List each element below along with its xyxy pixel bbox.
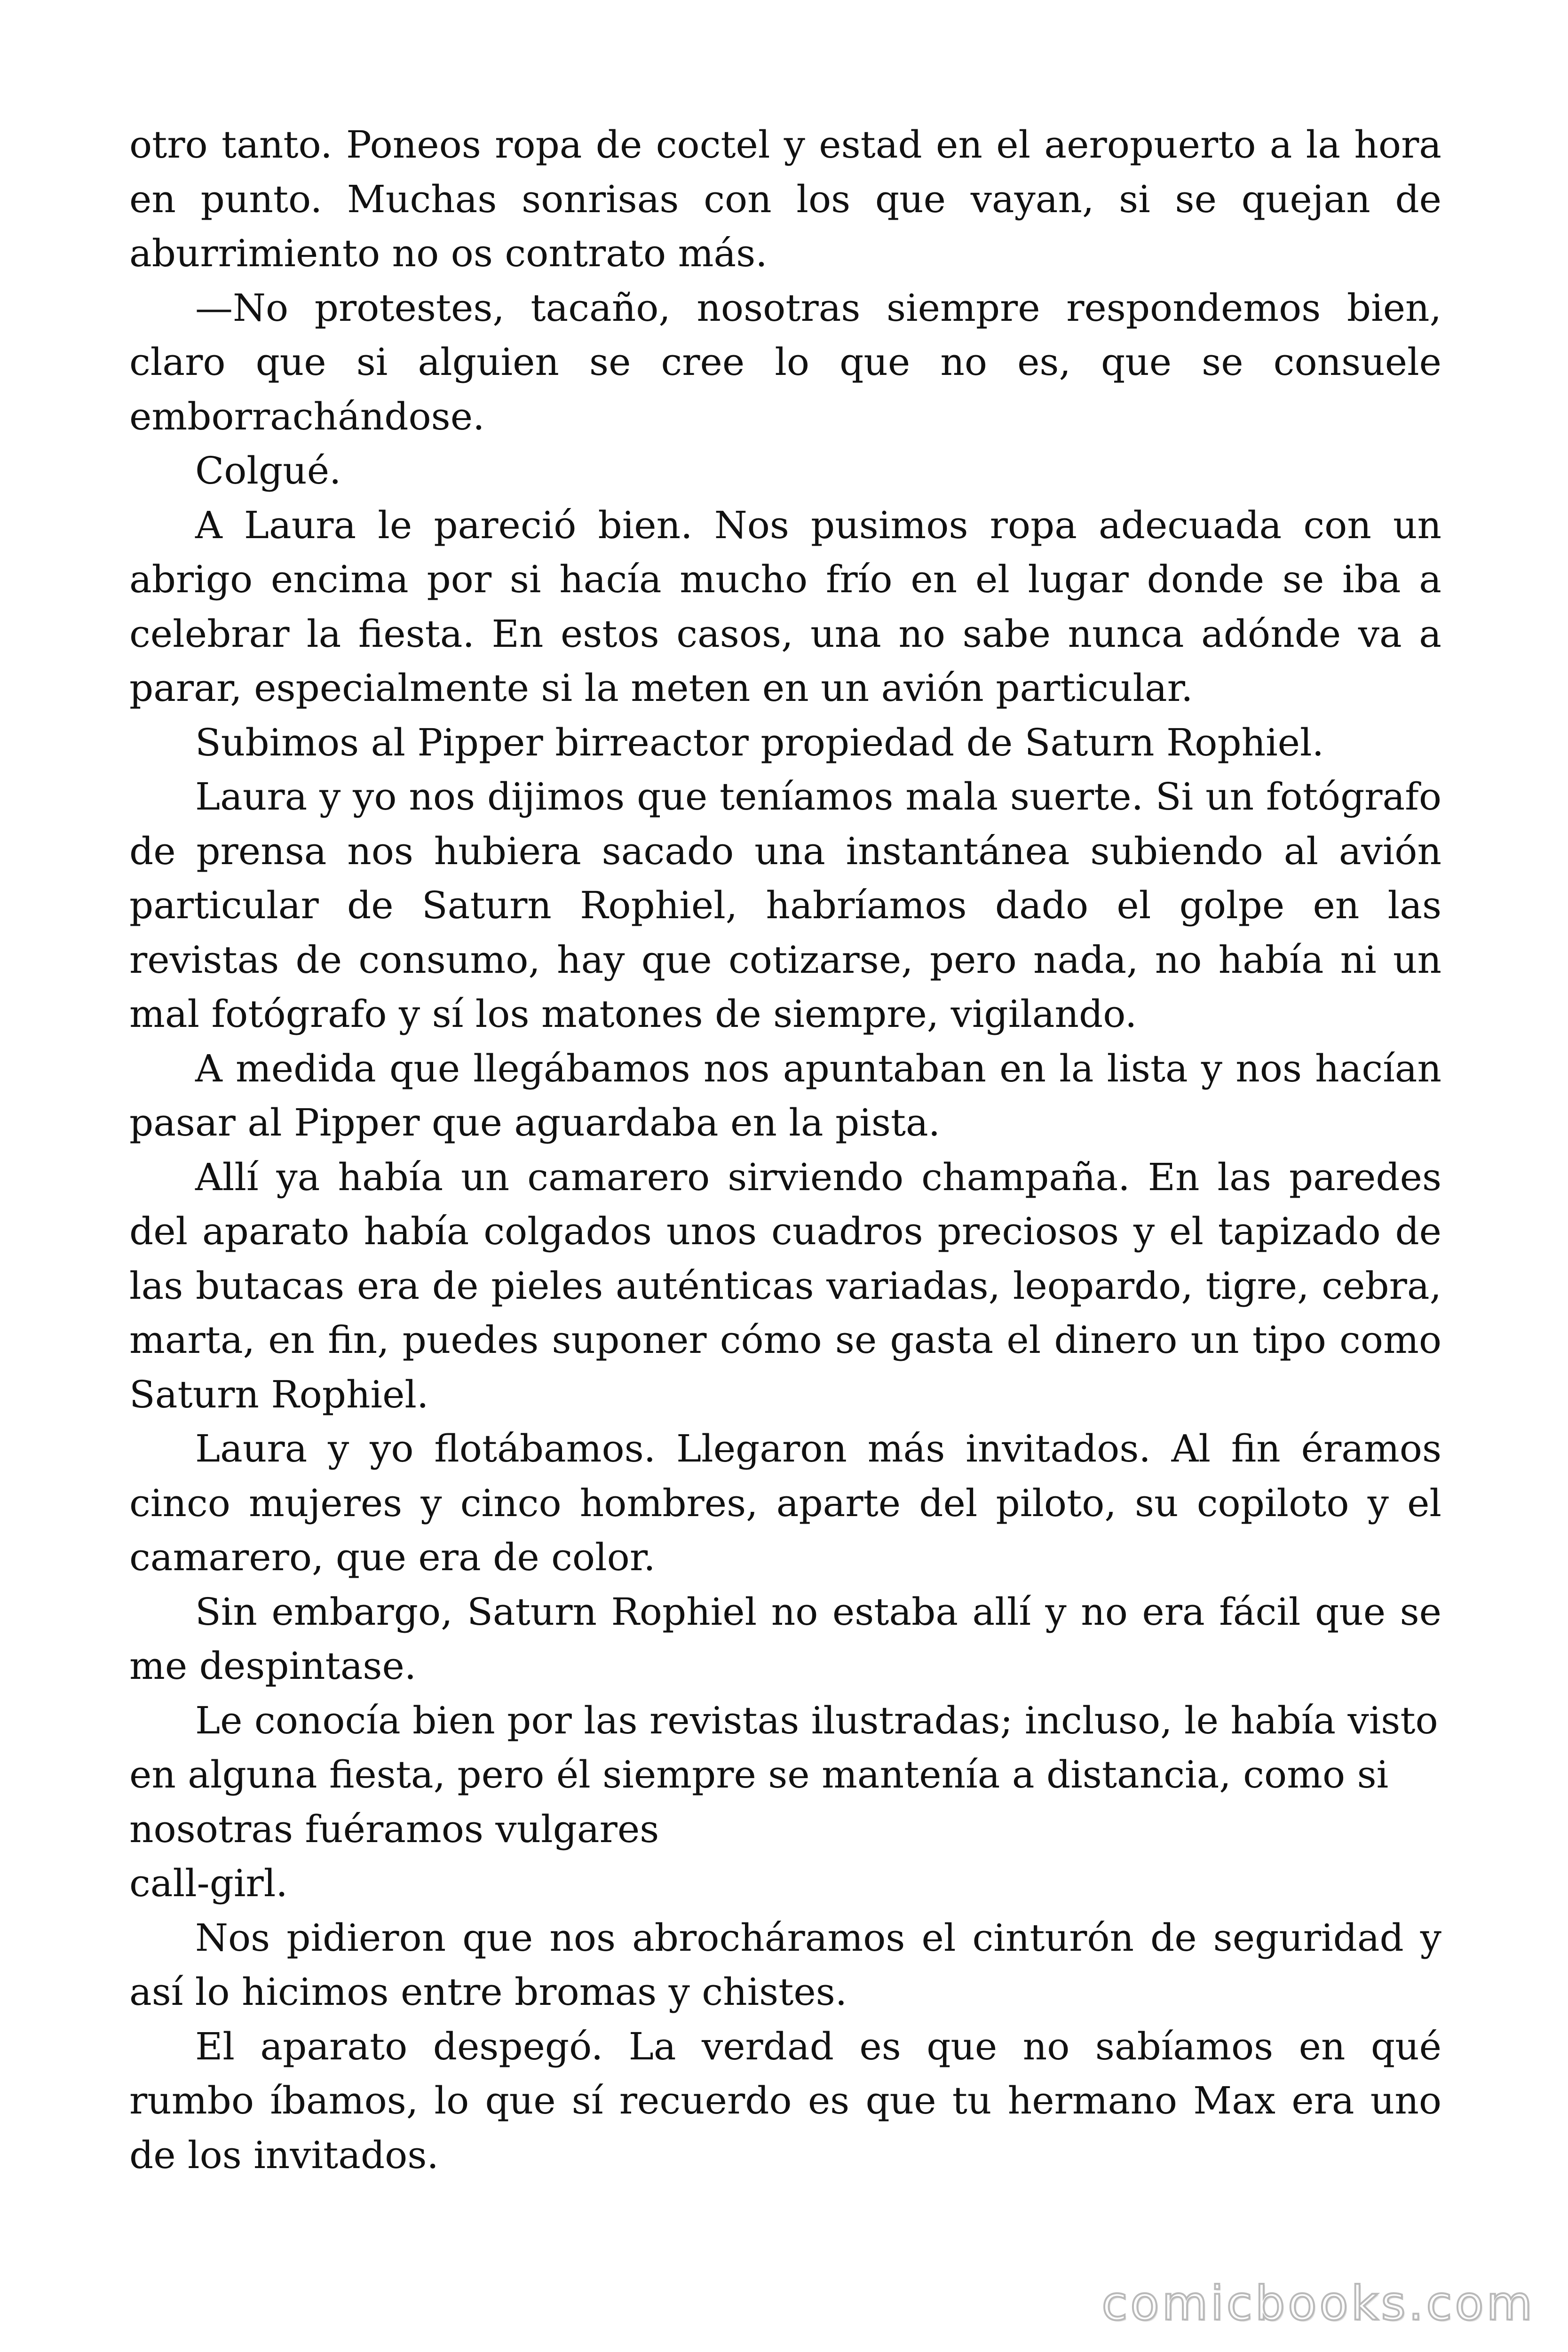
book-page-text [129,118,1441,2182]
paragraph-14: El aparato despegó. La verdad es que no sabíamos en qué rumbo íbamos, lo que sí recuerdo es que tu hermano Max era uno de los invitados. [129,2024,1441,2177]
paragraph-8: Allí ya había un camarero sirviendo champaña. En las paredes del aparato había colgados unos cuadros preciosos y el tapizado de las butacas era de pieles auténticas variadas, leopardo, tigre, cebra, marta, en fin, puedes suponer cómo se gasta el dinero un tipo como Saturn Rophiel. [129,1155,1441,1416]
paragraph-6: Laura y yo nos dijimos que teníamos mala suerte. Si un fotógrafo de prensa nos hubiera sacado una instantánea subiendo al avión particular de Saturn Rophiel, habríamos dado el golpe en las revistas de consumo, hay que cotizarse, pero nada, no había ni un mal fotógrafo y sí los matones de siempre, vigilando. [129,775,1441,1036]
paragraph-9: Laura y yo flotábamos. Llegaron más invitados. Al fin éramos cinco mujeres y cinco hombres, aparte del piloto, su copiloto y el camarero, que era de color. [129,1427,1441,1579]
paragraph-5: Subimos al Pipper birreactor propiedad de Saturn Rophiel. [195,720,1324,764]
site-watermark: comicbooks.com [1101,2276,1535,2331]
paragraph-3: Colgué. [195,449,341,493]
paragraph-2: —No protestes, tacaño, nosotras siempre respondemos bien, claro que si alguien se cree lo que no es, que se consuele emborrachándose. [129,286,1441,438]
paragraph-10: Sin embargo, Saturn Rophiel no estaba allí y no era fácil que se me despintase. [129,1589,1441,1688]
paragraph-7: A medida que llegábamos nos apuntaban en la lista y nos hacían pasar al Pipper que aguardaba en la pista. [129,1046,1441,1144]
paragraph-13: Nos pidieron que nos abrocháramos el cinturón de seguridad y así lo hicimos entre bromas y chistes. [129,1915,1441,2014]
paragraph-1: otro tanto. Poneos ropa de coctel y estad en el aeropuerto a la hora en punto. Muchas sonrisas con los que vayan, si se quejan de aburrimiento no os contrato más. [129,123,1441,275]
paragraph-12: call-girl. [129,1861,288,1905]
paragraph-4: A Laura le pareció bien. Nos pusimos ropa adecuada con un abrigo encima por si hacía mucho frío en el lugar donde se iba a celebrar la fiesta. En estos casos, una no sabe nunca adónde va a parar, especialmente si la meten en un avión particular. [129,503,1441,710]
paragraph-11: Le conocía bien por las revistas ilustradas; incluso, le había visto en alguna fiesta, pero él siempre se mantenía a distancia, como si nosotras fuéramos vulgares [129,1698,1438,1851]
